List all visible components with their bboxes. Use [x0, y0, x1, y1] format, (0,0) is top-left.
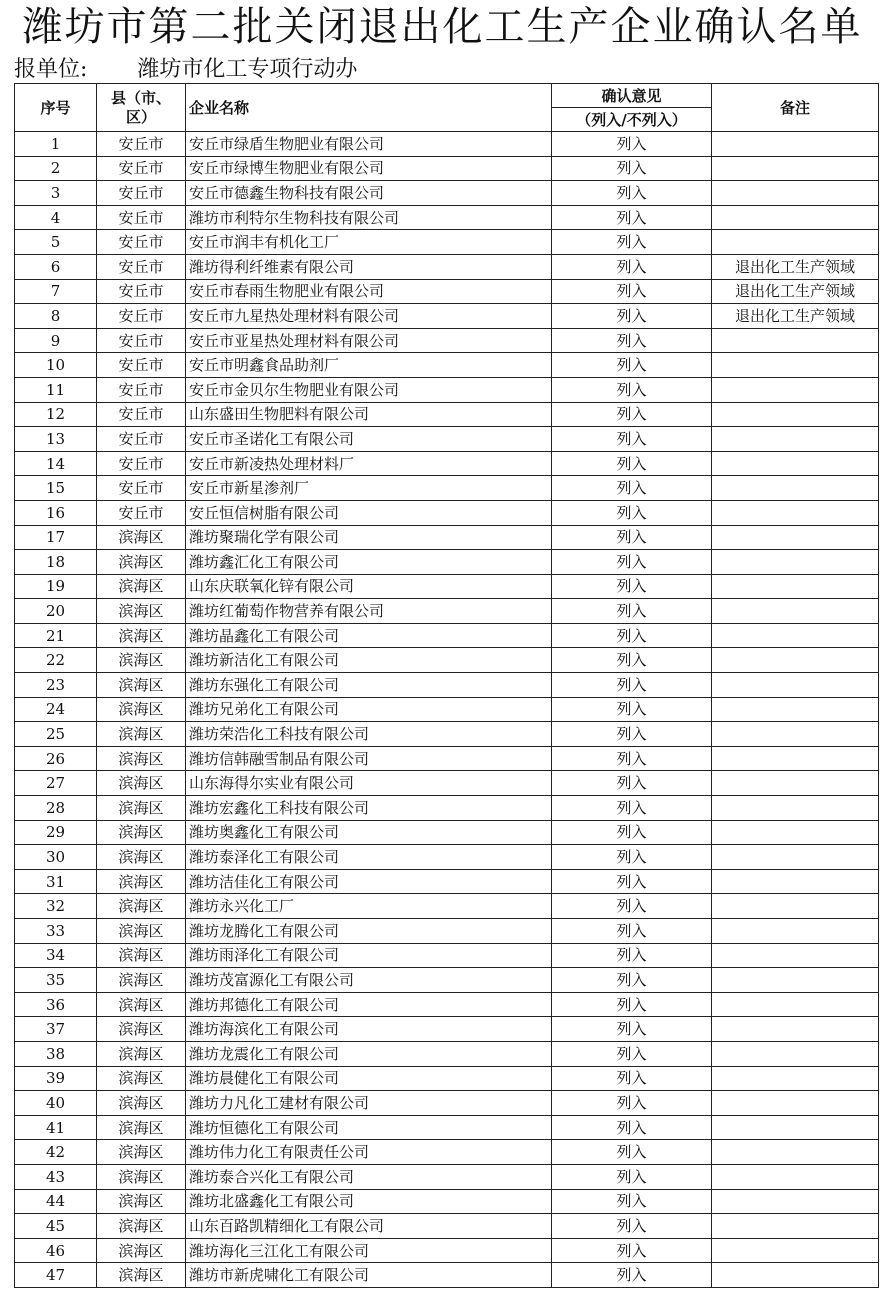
cell-no: 40 — [15, 1091, 97, 1116]
table-row — [15, 869, 879, 894]
cell-no: 46 — [15, 1238, 97, 1263]
cell-remark: 退出化工生产领域 — [712, 279, 879, 304]
cell-no: 34 — [15, 943, 97, 968]
table-row — [15, 132, 879, 157]
cell-remark — [712, 1041, 879, 1066]
table-row — [15, 205, 879, 230]
cell-opinion: 列入 — [552, 1140, 712, 1165]
cell-opinion: 列入 — [552, 1066, 712, 1091]
cell-remark — [712, 648, 879, 673]
cell-opinion: 列入 — [552, 992, 712, 1017]
cell-county: 安丘市 — [97, 205, 186, 230]
cell-opinion: 列入 — [552, 697, 712, 722]
cell-remark — [712, 1238, 879, 1263]
cell-company-name: 安丘恒信树脂有限公司 — [186, 500, 552, 525]
table-row — [15, 1189, 879, 1214]
cell-company-name: 潍坊泰合兴化工有限公司 — [186, 1164, 552, 1189]
cell-opinion: 列入 — [552, 132, 712, 157]
cell-county: 滨海区 — [97, 623, 186, 648]
cell-no: 44 — [15, 1189, 97, 1214]
cell-opinion: 列入 — [552, 648, 712, 673]
enterprise-table — [14, 83, 879, 1288]
cell-opinion: 列入 — [552, 550, 712, 575]
cell-remark — [712, 869, 879, 894]
table-body — [15, 132, 879, 1288]
cell-no: 21 — [15, 623, 97, 648]
cell-county: 安丘市 — [97, 328, 186, 353]
cell-opinion: 列入 — [552, 574, 712, 599]
cell-county: 安丘市 — [97, 230, 186, 255]
cell-company-name: 潍坊鑫汇化工有限公司 — [186, 550, 552, 575]
cell-opinion: 列入 — [552, 894, 712, 919]
table-row — [15, 377, 879, 402]
cell-opinion: 列入 — [552, 500, 712, 525]
table-row — [15, 304, 879, 329]
cell-no: 26 — [15, 746, 97, 771]
cell-county: 滨海区 — [97, 968, 186, 993]
table-row — [15, 500, 879, 525]
cell-remark — [712, 992, 879, 1017]
cell-no: 32 — [15, 894, 97, 919]
cell-remark — [712, 599, 879, 624]
table-row — [15, 771, 879, 796]
cell-county: 安丘市 — [97, 451, 186, 476]
cell-opinion: 列入 — [552, 771, 712, 796]
cell-remark — [712, 796, 879, 821]
table-row — [15, 1091, 879, 1116]
cell-no: 47 — [15, 1263, 97, 1288]
reporting-unit-value: 潍坊市化工专项行动办 — [137, 57, 358, 82]
cell-remark — [712, 550, 879, 575]
cell-opinion: 列入 — [552, 525, 712, 550]
table-row — [15, 722, 879, 747]
cell-company-name: 山东盛田生物肥料有限公司 — [186, 402, 552, 427]
cell-no: 42 — [15, 1140, 97, 1165]
cell-company-name: 潍坊奥鑫化工有限公司 — [186, 820, 552, 845]
table-row — [15, 673, 879, 698]
cell-county: 滨海区 — [97, 574, 186, 599]
cell-county: 滨海区 — [97, 845, 186, 870]
cell-company-name: 潍坊永兴化工厂 — [186, 894, 552, 919]
cell-no: 15 — [15, 476, 97, 501]
cell-remark — [712, 132, 879, 157]
cell-county: 安丘市 — [97, 427, 186, 452]
cell-company-name: 潍坊新洁化工有限公司 — [186, 648, 552, 673]
cell-no: 22 — [15, 648, 97, 673]
reporting-unit-label: 报单位: — [14, 57, 88, 82]
table-row — [15, 427, 879, 452]
cell-opinion: 列入 — [552, 919, 712, 944]
cell-county: 滨海区 — [97, 1263, 186, 1288]
cell-county: 滨海区 — [97, 771, 186, 796]
cell-opinion: 列入 — [552, 943, 712, 968]
cell-county: 安丘市 — [97, 353, 186, 378]
cell-county: 滨海区 — [97, 1140, 186, 1165]
cell-company-name: 潍坊信韩融雪制品有限公司 — [186, 746, 552, 771]
cell-county: 安丘市 — [97, 402, 186, 427]
table-row — [15, 1164, 879, 1189]
cell-company-name: 潍坊龙震化工有限公司 — [186, 1041, 552, 1066]
cell-company-name: 安丘市新凌热处理材料厂 — [186, 451, 552, 476]
table-row — [15, 894, 879, 919]
cell-no: 36 — [15, 992, 97, 1017]
cell-company-name: 安丘市绿博生物肥业有限公司 — [186, 156, 552, 181]
cell-remark — [712, 1017, 879, 1042]
cell-no: 45 — [15, 1214, 97, 1239]
cell-company-name: 潍坊海滨化工有限公司 — [186, 1017, 552, 1042]
table-row — [15, 796, 879, 821]
cell-company-name: 潍坊龙腾化工有限公司 — [186, 919, 552, 944]
cell-county: 滨海区 — [97, 722, 186, 747]
cell-company-name: 山东庆联氧化锌有限公司 — [186, 574, 552, 599]
cell-no: 14 — [15, 451, 97, 476]
cell-remark — [712, 402, 879, 427]
cell-no: 43 — [15, 1164, 97, 1189]
header-county-line2: 区） — [125, 107, 156, 126]
cell-remark — [712, 353, 879, 378]
cell-opinion: 列入 — [552, 1263, 712, 1288]
cell-county: 安丘市 — [97, 304, 186, 329]
cell-county: 安丘市 — [97, 132, 186, 157]
cell-opinion: 列入 — [552, 869, 712, 894]
table-row — [15, 820, 879, 845]
cell-remark — [712, 525, 879, 550]
cell-county: 滨海区 — [97, 697, 186, 722]
cell-company-name: 安丘市新星渗剂厂 — [186, 476, 552, 501]
cell-remark: 退出化工生产领域 — [712, 304, 879, 329]
cell-remark — [712, 697, 879, 722]
cell-opinion: 列入 — [552, 746, 712, 771]
cell-opinion: 列入 — [552, 1091, 712, 1116]
cell-remark — [712, 328, 879, 353]
table-row — [15, 279, 879, 304]
cell-opinion: 列入 — [552, 1115, 712, 1140]
cell-company-name: 潍坊雨泽化工有限公司 — [186, 943, 552, 968]
cell-no: 17 — [15, 525, 97, 550]
cell-opinion: 列入 — [552, 181, 712, 206]
cell-remark — [712, 845, 879, 870]
table-row — [15, 1066, 879, 1091]
cell-no: 31 — [15, 869, 97, 894]
cell-no: 7 — [15, 279, 97, 304]
header-opinion: 确认意见 — [552, 84, 712, 108]
cell-company-name: 潍坊得利纤维素有限公司 — [186, 254, 552, 279]
cell-company-name: 潍坊晶鑫化工有限公司 — [186, 623, 552, 648]
header-county — [97, 84, 186, 132]
table-row — [15, 550, 879, 575]
cell-remark — [712, 1115, 879, 1140]
cell-opinion: 列入 — [552, 451, 712, 476]
table-row — [15, 230, 879, 255]
table-row — [15, 1017, 879, 1042]
cell-opinion: 列入 — [552, 427, 712, 452]
cell-no: 9 — [15, 328, 97, 353]
cell-company-name: 潍坊伟力化工有限责任公司 — [186, 1140, 552, 1165]
cell-opinion: 列入 — [552, 673, 712, 698]
cell-no: 13 — [15, 427, 97, 452]
header-opinion-sub: （列入/不列入） — [552, 108, 712, 132]
cell-opinion: 列入 — [552, 1164, 712, 1189]
table-row — [15, 156, 879, 181]
cell-company-name: 安丘市亚星热处理材料有限公司 — [186, 328, 552, 353]
cell-opinion: 列入 — [552, 254, 712, 279]
cell-remark — [712, 820, 879, 845]
header-no: 序号 — [15, 84, 97, 132]
cell-company-name: 潍坊邦德化工有限公司 — [186, 992, 552, 1017]
cell-remark — [712, 1091, 879, 1116]
cell-county: 滨海区 — [97, 1017, 186, 1042]
cell-no: 6 — [15, 254, 97, 279]
cell-no: 4 — [15, 205, 97, 230]
cell-no: 16 — [15, 500, 97, 525]
cell-county: 滨海区 — [97, 1115, 186, 1140]
table-row — [15, 574, 879, 599]
cell-county: 滨海区 — [97, 992, 186, 1017]
table-row — [15, 476, 879, 501]
cell-remark — [712, 919, 879, 944]
cell-county: 安丘市 — [97, 279, 186, 304]
cell-county: 滨海区 — [97, 1066, 186, 1091]
cell-remark — [712, 500, 879, 525]
cell-company-name: 安丘市润丰有机化工厂 — [186, 230, 552, 255]
reporting-unit — [14, 56, 357, 84]
cell-remark — [712, 1140, 879, 1165]
cell-opinion: 列入 — [552, 230, 712, 255]
cell-no: 18 — [15, 550, 97, 575]
cell-no: 33 — [15, 919, 97, 944]
cell-county: 滨海区 — [97, 820, 186, 845]
cell-remark — [712, 574, 879, 599]
table-row — [15, 181, 879, 206]
cell-remark — [712, 894, 879, 919]
table-row — [15, 1263, 879, 1288]
table-row — [15, 746, 879, 771]
table-row — [15, 525, 879, 550]
cell-company-name: 潍坊东强化工有限公司 — [186, 673, 552, 698]
cell-no: 23 — [15, 673, 97, 698]
cell-company-name: 潍坊宏鑫化工科技有限公司 — [186, 796, 552, 821]
cell-county: 滨海区 — [97, 1189, 186, 1214]
cell-remark — [712, 943, 879, 968]
table-row — [15, 968, 879, 993]
cell-remark — [712, 1263, 879, 1288]
cell-company-name: 安丘市明鑫食品助剂厂 — [186, 353, 552, 378]
table-row — [15, 1238, 879, 1263]
cell-no: 29 — [15, 820, 97, 845]
cell-opinion: 列入 — [552, 599, 712, 624]
cell-county: 滨海区 — [97, 550, 186, 575]
cell-remark — [712, 968, 879, 993]
cell-remark — [712, 476, 879, 501]
cell-company-name: 潍坊泰泽化工有限公司 — [186, 845, 552, 870]
cell-opinion: 列入 — [552, 156, 712, 181]
cell-remark — [712, 1214, 879, 1239]
cell-opinion: 列入 — [552, 353, 712, 378]
cell-no: 10 — [15, 353, 97, 378]
cell-no: 8 — [15, 304, 97, 329]
cell-remark — [712, 156, 879, 181]
cell-opinion: 列入 — [552, 402, 712, 427]
table-row — [15, 1041, 879, 1066]
cell-company-name: 安丘市金贝尔生物肥业有限公司 — [186, 377, 552, 402]
cell-company-name: 潍坊洁佳化工有限公司 — [186, 869, 552, 894]
cell-no: 24 — [15, 697, 97, 722]
table-row — [15, 1214, 879, 1239]
cell-company-name: 潍坊荣浩化工科技有限公司 — [186, 722, 552, 747]
cell-remark — [712, 1066, 879, 1091]
cell-no: 20 — [15, 599, 97, 624]
table-row — [15, 992, 879, 1017]
table-row — [15, 1115, 879, 1140]
cell-remark — [712, 427, 879, 452]
cell-opinion: 列入 — [552, 205, 712, 230]
cell-company-name: 潍坊茂富源化工有限公司 — [186, 968, 552, 993]
cell-company-name: 潍坊市利特尔生物科技有限公司 — [186, 205, 552, 230]
cell-company-name: 山东百路凯精细化工有限公司 — [186, 1214, 552, 1239]
cell-county: 滨海区 — [97, 673, 186, 698]
table-row — [15, 353, 879, 378]
cell-company-name: 安丘市绿盾生物肥业有限公司 — [186, 132, 552, 157]
table-row — [15, 697, 879, 722]
cell-remark — [712, 181, 879, 206]
table-row — [15, 845, 879, 870]
table-row — [15, 328, 879, 353]
cell-no: 28 — [15, 796, 97, 821]
cell-no: 2 — [15, 156, 97, 181]
cell-company-name: 潍坊恒德化工有限公司 — [186, 1115, 552, 1140]
cell-county: 滨海区 — [97, 1091, 186, 1116]
cell-remark: 退出化工生产领域 — [712, 254, 879, 279]
cell-opinion: 列入 — [552, 1214, 712, 1239]
table-row — [15, 254, 879, 279]
cell-no: 19 — [15, 574, 97, 599]
cell-company-name: 安丘市春雨生物肥业有限公司 — [186, 279, 552, 304]
cell-opinion: 列入 — [552, 476, 712, 501]
table-row — [15, 919, 879, 944]
cell-no: 12 — [15, 402, 97, 427]
cell-opinion: 列入 — [552, 845, 712, 870]
cell-company-name: 潍坊市新虎啸化工有限公司 — [186, 1263, 552, 1288]
cell-remark — [712, 722, 879, 747]
cell-remark — [712, 673, 879, 698]
page-title: 潍坊市第二批关闭退出化工生产企业确认名单 — [22, 4, 863, 50]
cell-county: 安丘市 — [97, 476, 186, 501]
cell-opinion: 列入 — [552, 820, 712, 845]
cell-county: 滨海区 — [97, 648, 186, 673]
cell-company-name: 潍坊力凡化工建材有限公司 — [186, 1091, 552, 1116]
table-row — [15, 451, 879, 476]
cell-remark — [712, 746, 879, 771]
cell-company-name: 潍坊红葡萄作物营养有限公司 — [186, 599, 552, 624]
cell-company-name: 潍坊北盛鑫化工有限公司 — [186, 1189, 552, 1214]
cell-opinion: 列入 — [552, 328, 712, 353]
cell-county: 滨海区 — [97, 746, 186, 771]
cell-company-name: 潍坊兄弟化工有限公司 — [186, 697, 552, 722]
cell-county: 滨海区 — [97, 943, 186, 968]
cell-no: 35 — [15, 968, 97, 993]
cell-company-name: 山东海得尔实业有限公司 — [186, 771, 552, 796]
cell-county: 滨海区 — [97, 919, 186, 944]
cell-company-name: 安丘市九星热处理材料有限公司 — [186, 304, 552, 329]
cell-no: 11 — [15, 377, 97, 402]
table-row — [15, 648, 879, 673]
cell-company-name: 潍坊聚瑞化学有限公司 — [186, 525, 552, 550]
cell-county: 安丘市 — [97, 500, 186, 525]
cell-no: 25 — [15, 722, 97, 747]
cell-opinion: 列入 — [552, 377, 712, 402]
cell-county: 滨海区 — [97, 1164, 186, 1189]
cell-county: 安丘市 — [97, 156, 186, 181]
cell-no: 41 — [15, 1115, 97, 1140]
cell-no: 27 — [15, 771, 97, 796]
cell-county: 滨海区 — [97, 894, 186, 919]
cell-remark — [712, 451, 879, 476]
table-row — [15, 402, 879, 427]
table-row — [15, 943, 879, 968]
cell-company-name: 潍坊海化三江化工有限公司 — [186, 1238, 552, 1263]
cell-county: 滨海区 — [97, 1041, 186, 1066]
cell-company-name: 安丘市圣诺化工有限公司 — [186, 427, 552, 452]
cell-opinion: 列入 — [552, 1189, 712, 1214]
cell-county: 滨海区 — [97, 525, 186, 550]
cell-county: 安丘市 — [97, 377, 186, 402]
cell-opinion: 列入 — [552, 1041, 712, 1066]
cell-remark — [712, 771, 879, 796]
cell-opinion: 列入 — [552, 1017, 712, 1042]
cell-remark — [712, 377, 879, 402]
table-row — [15, 1140, 879, 1165]
cell-remark — [712, 230, 879, 255]
table-row — [15, 599, 879, 624]
cell-no: 5 — [15, 230, 97, 255]
cell-county: 安丘市 — [97, 254, 186, 279]
cell-county: 滨海区 — [97, 869, 186, 894]
cell-company-name: 安丘市德鑫生物科技有限公司 — [186, 181, 552, 206]
cell-no: 1 — [15, 132, 97, 157]
cell-no: 3 — [15, 181, 97, 206]
cell-county: 滨海区 — [97, 796, 186, 821]
cell-county: 滨海区 — [97, 599, 186, 624]
header-name: 企业名称 — [186, 84, 552, 132]
cell-no: 30 — [15, 845, 97, 870]
cell-remark — [712, 623, 879, 648]
cell-opinion: 列入 — [552, 722, 712, 747]
cell-opinion: 列入 — [552, 304, 712, 329]
cell-remark — [712, 205, 879, 230]
header-county-line1: 县（市、 — [110, 88, 171, 107]
cell-company-name: 潍坊晨健化工有限公司 — [186, 1066, 552, 1091]
header-remark: 备注 — [712, 84, 879, 132]
cell-opinion: 列入 — [552, 1238, 712, 1263]
cell-opinion: 列入 — [552, 623, 712, 648]
cell-opinion: 列入 — [552, 968, 712, 993]
cell-no: 37 — [15, 1017, 97, 1042]
cell-remark — [712, 1164, 879, 1189]
cell-county: 滨海区 — [97, 1238, 186, 1263]
table-row — [15, 623, 879, 648]
cell-opinion: 列入 — [552, 279, 712, 304]
cell-no: 38 — [15, 1041, 97, 1066]
cell-opinion: 列入 — [552, 796, 712, 821]
cell-county: 滨海区 — [97, 1214, 186, 1239]
cell-county: 安丘市 — [97, 181, 186, 206]
cell-remark — [712, 1189, 879, 1214]
cell-no: 39 — [15, 1066, 97, 1091]
